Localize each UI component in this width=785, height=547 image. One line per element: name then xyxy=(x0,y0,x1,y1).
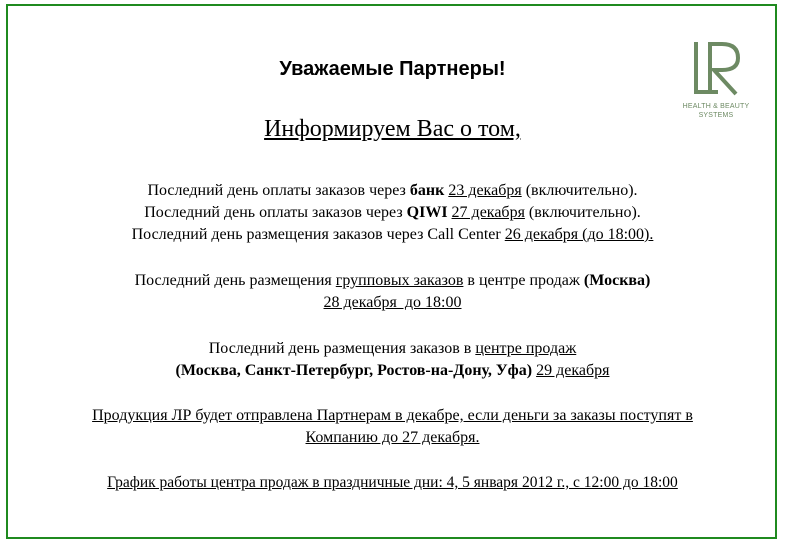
logo-caption-line2: SYSTEMS xyxy=(698,112,734,119)
cities-list: (Москва, Санкт-Петербург, Ростов-на-Дону, Уфа) xyxy=(175,362,533,379)
bank-payment-line xyxy=(0,180,785,202)
holiday-schedule: График работы центра продаж в праздничные дни: 4, 5 января 2012 г., с 12:00 до 18:00 xyxy=(107,474,678,491)
text: (включительно). xyxy=(521,182,638,199)
group-orders-label: групповых заказов xyxy=(335,272,464,289)
sales-centers xyxy=(0,338,785,382)
text: в центре продаж xyxy=(463,272,584,289)
text: Последний день оплаты заказов через xyxy=(147,182,410,199)
group-orders xyxy=(0,270,785,314)
shipment-notice xyxy=(0,405,785,449)
payment-deadlines xyxy=(0,180,785,246)
call-center-date: 26 декабря (до 18:00). xyxy=(504,226,654,243)
group-orders-line xyxy=(0,270,785,292)
page-subtitle: Информируем Вас о том, xyxy=(264,116,521,142)
moscow-label: (Москва) xyxy=(583,272,651,289)
sales-centers-date: 29 декабря xyxy=(536,362,610,379)
qiwi-payment-line xyxy=(0,202,785,224)
sales-center-label: центре продаж xyxy=(475,340,577,357)
page-title: Уважаемые Партнеры! xyxy=(279,58,506,80)
text: Последний день размещения заказов через Call Center xyxy=(131,226,505,243)
qiwi-label: QIWI xyxy=(406,204,448,221)
shipment-line-1: Продукция ЛР будет отправлена Партнерам в декабре, если деньги за заказы поступят в xyxy=(92,407,693,424)
cities-line xyxy=(0,360,785,382)
group-orders-date: 28 декабря до 18:00 xyxy=(323,294,462,311)
logo-caption-line1: HEALTH & BEAUTY xyxy=(682,103,750,110)
text: (включительно). xyxy=(524,204,641,221)
qiwi-date: 27 декабря xyxy=(451,204,525,221)
shipment-line-2: Компанию до 27 декабря. xyxy=(305,429,480,446)
text: Последний день оплаты заказов через xyxy=(144,204,407,221)
text: Последний день размещения заказов в xyxy=(208,340,476,357)
bank-label: банк xyxy=(409,182,445,199)
text: Последний день размещения xyxy=(134,272,336,289)
sales-centers-line xyxy=(0,338,785,360)
call-center-line xyxy=(0,224,785,246)
bank-date: 23 декабря xyxy=(448,182,522,199)
